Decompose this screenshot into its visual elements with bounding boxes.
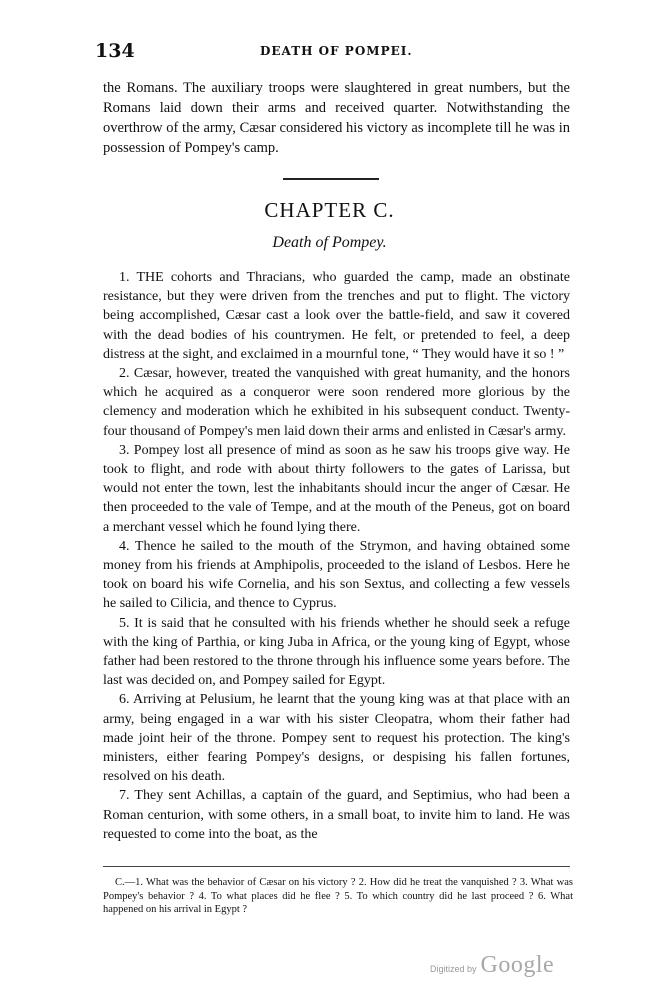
page-number: 134 bbox=[95, 40, 135, 62]
study-questions: C.—1. What was the behavior of Cæsar on his victory ? 2. How did he treat the vanquished ? 3. What was Pompey's behavior ? 4. To what places did he flee ? 5. To which country did he last proceed ? 6. What happened on his arrival in Egypt ? bbox=[103, 877, 573, 915]
paragraph-7: 7. They sent Achillas, a captain of the guard, and Septimius, who had been a Roman centurion, with some others, in a small boat, to invite him to land. He was requested to come into the boat, as the bbox=[103, 788, 570, 842]
google-logo: Google bbox=[480, 952, 555, 978]
running-head: DEATH OF POMPEI. bbox=[260, 44, 413, 58]
chapter-body bbox=[103, 268, 570, 844]
paragraph-1: 1. THE cohorts and Thracians, who guarded the camp, made an obstinate resistance, but they were driven from the trenches and put to flight. The victory being accomplished, Cæsar cast a look over the battle-field, and saw it covered with the dead bodies of his countrymen. He felt, or pretended to feel, a deep distress at the sight, and exclaimed in a mournful tone, “ They would have it so ! ” bbox=[103, 270, 570, 362]
paragraph-2: 2. Cæsar, however, treated the vanquished with great humanity, and the honors which he acquired as a conqueror were soon rendered more glorious by the clemency and moderation which he exhibited in his subsequent conduct. Twenty-four thousand of Pompey's men laid down their arms and enlisted in Cæsar's army. bbox=[103, 366, 570, 439]
page-header bbox=[95, 40, 570, 64]
watermark-prefix: Digitized by bbox=[430, 964, 477, 974]
intro-paragraph: the Romans. The auxiliary troops were slaughtered in great numbers, but the Romans laid down their arms and received quarter. Notwithstanding the overthrow of the army, Cæsar considered his victory as incomplete till he was in possession of Pompey's camp. bbox=[103, 80, 570, 156]
paragraph-5: 5. It is said that he consulted with his friends whether he should seek a refuge with the king of Parthia, or king Juba in Africa, or the young king of Egypt, whose father had been restored to the throne through his influence some years before. The last was decided on, and Pompey sailed for Egypt. bbox=[103, 615, 570, 689]
paragraph-4: 4. Thence he sailed to the mouth of the Strymon, and having obtained some money from his friends at Amphipolis, proceeded to the island of Lesbos. Here he took on board his wife Cornelia, and his son Sextus, and collecting a few vessels he sailed to Cilicia, and thence to Cyprus. bbox=[103, 538, 570, 612]
footnote-divider bbox=[103, 866, 570, 867]
section-divider bbox=[283, 178, 379, 180]
paragraph-6: 6. Arriving at Pelusium, he learnt that the young king was at that place with an army, being engaged in a war with his sister Cleopatra, whom their father had made joint heir of the throne. Pompey sent to request his protection. The king's ministers, either fearing Pompey's designs, or despising his fallen fortunes, resolved on his death. bbox=[103, 692, 570, 785]
digitized-watermark bbox=[430, 952, 554, 979]
paragraph-3: 3. Pompey lost all presence of mind as soon as he saw his troops give way. He took to flight, and rode with about thirty followers to the gates of Larissa, but would not enter the town, lest the inhabitants should incur the anger of Cæsar. He then proceeded to the vale of Tempe, and at the mouth of the Peneus, got on board a merchant vessel which he found lying there. bbox=[103, 442, 570, 535]
chapter-title: CHAPTER C. bbox=[264, 198, 395, 222]
chapter-subtitle: Death of Pompey. bbox=[272, 234, 387, 251]
